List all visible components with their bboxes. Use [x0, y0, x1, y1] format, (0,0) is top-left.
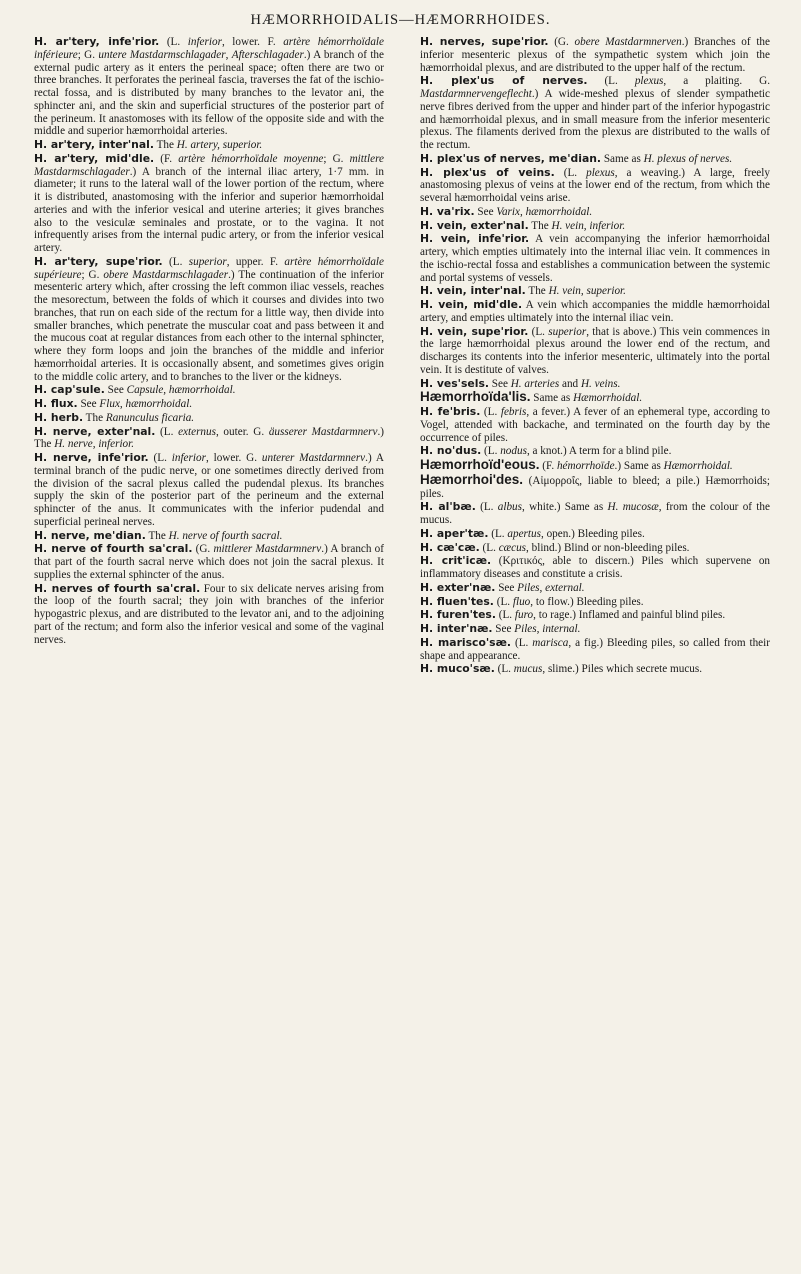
entry-headword: H. crit'icæ.	[420, 554, 492, 568]
entry-definition: (L. febris, a fever.) A fever of an ephemeral type, according to Vogel, attended with backache, and terminated on the fourth day by the occurrence of piles.	[420, 406, 770, 444]
entry-definition: See H. arteries and H. veins.	[488, 377, 621, 390]
dictionary-entry	[420, 220, 770, 233]
dictionary-entry	[420, 471, 770, 501]
entry-headword: Hæmorrhoïda'lis.	[420, 389, 531, 405]
entry-definition: (L. externus, outer. G. äusserer Mastdarmnerv.) The H. nerve, inferior.	[34, 425, 384, 451]
dictionary-entry	[34, 543, 384, 581]
dictionary-entry	[34, 583, 384, 647]
dictionary-entry	[34, 452, 384, 529]
entry-headword: H. exter'næ.	[420, 580, 496, 594]
entry-headword: H. vein, mid'dle.	[420, 298, 523, 311]
entry-headword: H. al'bæ.	[420, 500, 476, 514]
entry-definition: Same as Hæmorrhoidal.	[530, 392, 643, 405]
entry-definition: (Αἱμορροΐς, liable to bleed; a pile.) Hæmorrhoids; piles.	[420, 474, 770, 500]
entry-headword: H. flux.	[34, 397, 78, 410]
running-header: HÆMORRHOIDALIS—HÆMORRHOIDES.	[250, 12, 551, 28]
dictionary-entry	[420, 459, 770, 473]
entry-headword: H. ves'sels.	[420, 376, 489, 390]
entry-headword: H. fe'bris.	[420, 405, 481, 418]
entry-definition: (L. plexus, a weaving.) A large, freely anastomosing plexus of veins at the lower end of the rectum, from which the several hæmorrhoidal veins arise.	[420, 166, 770, 204]
entry-headword: Hæmorrhoi'des.	[420, 471, 523, 487]
dictionary-entry	[420, 299, 770, 325]
entry-definition: (L. plexus, a plaiting. G. Mastdarmnervengeflecht.) A wide-meshed plexus of slender sympathetic nerve fibres derived from the upper and hinder part of the inferior hypogastric and hæmorrhoidal plexus, and in small measure from the inferior mesenteric plexus. The filaments derived from the plexus are distributed to the walls of the rectum.	[420, 75, 770, 151]
dictionary-entry	[420, 501, 770, 527]
dictionary-entry	[34, 412, 384, 425]
entry-definition: A vein which accompanies the middle hæmorrhoidal artery, and empties ultimately into the internal iliac vein.	[420, 299, 770, 324]
entry-headword: H. plex'us of nerves.	[420, 74, 588, 88]
entry-headword: H. nerves of fourth sa'cral.	[34, 581, 201, 595]
entry-headword: H. nerve, me'dian.	[34, 528, 146, 542]
dictionary-entry	[34, 139, 384, 152]
entry-headword: H. inter'næ.	[420, 622, 493, 635]
dictionary-entry	[34, 36, 384, 138]
entry-headword: H. vein, infe'rior.	[420, 232, 530, 246]
entry-headword: H. plex'us of veins.	[420, 165, 555, 179]
dictionary-entry	[420, 167, 770, 205]
dictionary-entry	[420, 528, 770, 541]
entry-definition: (L. fluo, to flow.) Bleeding piles.	[493, 595, 644, 608]
entry-definition: See Capsule, hæmorrhoidal.	[104, 384, 236, 397]
entry-definition: (L. nodus, a knot.) A term for a blind pile.	[481, 445, 672, 458]
dictionary-entry	[34, 153, 384, 255]
entry-definition: The H. vein, inferior.	[528, 219, 626, 232]
entry-definition: (L. superior, that is above.) This vein commences in the large hæmorrhoidal plexus around the lower end of the rectum, and discharges its contents into the inferior mesenteric, ultimately into the portal vein. It is destitute of valves.	[420, 325, 770, 376]
entry-definition: (L. cæcus, blind.) Blind or non-bleeding piles.	[479, 541, 690, 554]
entry-definition: (L. superior, upper. F. artère hémorrhoïdale supérieure; G. obere Mastdarmschlagader.) The continuation of the inferior mesenteric artery which, after crossing the left common iliac vessels, reaches the mesorectum, between the folds of which it courses and divides into two branches, that run on each side of the rectum for a little way, then divide into smaller branches, which penetrate the muscular coat and pass between it and the mucous coat at regular distances from each other to the internal sphincter, where they form loops and join the branches of the middle and inferior hæmorrhoidal arteries. It is occasionally absent, and sometimes gives origin to the middle colic artery, and to branches to the liver or the kidneys.	[34, 255, 384, 383]
entry-definition: (L. furo, to rage.) Inflamed and painful blind piles.	[495, 609, 726, 622]
entry-headword: H. aper'tæ.	[420, 526, 489, 540]
entry-headword: H. vein, inter'nal.	[420, 284, 526, 298]
entry-definition: See Piles, internal.	[492, 623, 581, 635]
dictionary-entry	[420, 285, 770, 298]
entry-definition: The H. artery, superior.	[153, 139, 263, 151]
entry-definition: (G. mittlerer Mastdarmnerv.) A branch of that part of the fourth sacral nerve which does not join the sacral plexus. It supplies the external sphincter of the anus.	[34, 543, 385, 581]
dictionary-entry	[420, 233, 770, 284]
dictionary-entry	[420, 391, 770, 405]
dictionary-entry	[420, 36, 770, 74]
dictionary-entry	[34, 530, 384, 543]
entry-definition: A vein accompanying the inferior hæmorrhoidal artery, which empties ultimately into the internal iliac vein. It commences in the ischio-rectal fossa and establishes a communication between the systemic and portal systems of vessels.	[420, 233, 770, 284]
entry-headword: H. ar'tery, inter'nal.	[34, 138, 154, 151]
entry-headword: H. nerves, supe'rior.	[420, 35, 549, 48]
entry-headword: H. no'dus.	[420, 444, 482, 458]
entry-headword: H. herb.	[34, 410, 84, 424]
entry-definition: (L. albus, white.) Same as H. mucosæ, from the colour of the mucus.	[420, 501, 770, 526]
entry-definition: (L. marisca, a fig.) Bleeding piles, so called from their shape and appearance.	[420, 636, 770, 662]
entry-definition: The H. vein, superior.	[525, 285, 626, 298]
dictionary-entry	[420, 609, 770, 622]
dictionary-entry	[420, 406, 770, 444]
entry-definition: (L. inferior, lower. G. unterer Mastdarmnerv.) A terminal branch of the pudic nerve, or one sometimes directly derived from the division of the sacral plexus called the pudendal plexus. Its branches supply the skin of the posterior part of the perineum and the external sphincter of the anus. It communicates with the inferior pudendal and superficial perineal nerves.	[34, 452, 384, 528]
dictionary-entry	[420, 623, 770, 636]
dictionary-entry	[420, 637, 770, 663]
entry-headword: H. fluen'tes.	[420, 594, 494, 608]
dictionary-entry	[34, 256, 384, 384]
dictionary-entry	[420, 663, 770, 676]
entry-headword: H. cap'sule.	[34, 383, 105, 397]
entry-headword: H. nerve, infe'rior.	[34, 451, 149, 464]
dictionary-entry	[420, 542, 770, 555]
dictionary-entry	[34, 426, 384, 452]
entry-headword: H. nerve of fourth sa'cral.	[34, 542, 193, 556]
entry-headword: H. muco'sæ.	[420, 662, 495, 676]
entry-headword: H. ar'tery, mid'dle.	[34, 151, 155, 165]
dictionary-entry	[420, 75, 770, 152]
entry-headword: H. nerve, exter'nal.	[34, 424, 156, 438]
dictionary-entry	[420, 596, 770, 609]
entry-headword: H. ar'tery, infe'rior.	[34, 35, 160, 48]
entry-definition: (L. mucus, slime.) Piles which secrete mucus.	[494, 663, 703, 676]
entry-headword: H. va'rix.	[420, 204, 475, 218]
entry-definition: (L. apertus, open.) Bleeding piles.	[488, 527, 645, 540]
dictionary-entry	[420, 326, 770, 377]
entry-headword: H. furen'tes.	[420, 608, 496, 622]
entry-headword: H. marisco'sæ.	[420, 635, 512, 649]
dictionary-entry	[420, 206, 770, 219]
entry-definition: Four to six delicate nerves arising from the loop of the fourth sacral; they join with branches of the inferior hypogastric plexus, and are distributed to the levator ani, and to the adjoining part of the rectum; and form also the inferior vesical and some of the vaginal nerves.	[34, 582, 384, 646]
entry-headword: H. ar'tery, supe'rior.	[34, 254, 163, 268]
entry-headword: H. plex'us of nerves, me'dian.	[420, 151, 602, 165]
entry-definition: Same as H. plexus of nerves.	[601, 152, 733, 165]
entry-definition: See Varix, hæmorrhoidal.	[474, 205, 593, 218]
entry-definition: (L. inferior, lower. F. artère hémorrhoïdale inférieure; G. untere Mastdarmschlagader, Afterschlagader.) A branch of the external pudic artery as it enters the perineal space; often there are two or three branches. It perforates the perineal fascia, traverses the fat of the ischio-rectal fossa, and is distributed by many branches to the levator ani, the sphincter ani, and the skin and superficial structures of the posterior part of the perineum. It anastomoses with its fellow of the opposite side and with the middle and superior hæmorrhoidal arteries.	[34, 36, 384, 138]
dictionary-entry	[34, 398, 384, 411]
entry-headword: H. vein, supe'rior.	[420, 324, 529, 338]
dictionary-entry	[420, 153, 770, 166]
entry-headword: H. vein, exter'nal.	[420, 218, 529, 232]
entry-definition: (Κριτικός, able to discern.) Piles which supervene on inflammatory diseases and constitute a crisis.	[420, 555, 771, 580]
entry-definition: (F. hémorrhoïde.) Same as Hæmorrhoidal.	[539, 460, 733, 472]
left-column	[34, 36, 384, 647]
entry-headword: Hæmorrhoïd'eous.	[420, 457, 540, 472]
dictionary-entry	[34, 384, 384, 397]
entry-definition: The Ranunculus ficaria.	[83, 411, 195, 424]
entry-definition: The H. nerve of fourth sacral.	[145, 529, 283, 542]
entry-definition: (G. obere Mastdarmnerven.) Branches of the inferior mesenteric plexus of the sympathetic system which join the hæmorrhoidal plexus, and are distributed to the upper half of the rectum.	[420, 36, 770, 74]
entry-headword: H. cæ'cæ.	[420, 540, 480, 554]
dictionary-entry	[420, 555, 770, 581]
entry-definition: See Piles, external.	[495, 581, 585, 594]
entry-definition: (F. artère hémorrhoïdale moyenne; G. mittlere Mastdarmschlagader.) A branch of the internal iliac artery, 1·7 mm. in diameter; it runs to the lateral wall of the lower portion of the rectum, where it is distributed, anastomosing with the inferior and superior hæmorrhoidal arteries and with the inferior vesical and uterine arteries; it gives branches also to the vesiculæ seminales and prostate, or to the vagina. It not infrequently arises from the internal pudic artery, or from the inferior vesical artery.	[34, 152, 384, 254]
dictionary-entry	[420, 582, 770, 595]
right-column	[420, 36, 770, 677]
entry-definition: See Flux, hæmorrhoidal.	[77, 398, 193, 410]
